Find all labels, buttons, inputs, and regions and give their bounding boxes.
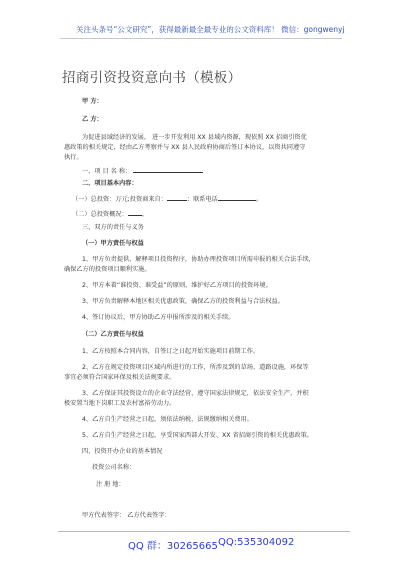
project-name-blank[interactable] [133, 166, 203, 173]
signature-line: 甲方代表签字： 乙方代表签字： [82, 512, 171, 519]
party-b-label: 乙 方： [82, 116, 103, 123]
party-a-item-1-line-1: 1、甲方负责提供、解释项目投资程序，协助办理投资项目所需申报的相关合法手续， [82, 256, 315, 263]
party-b-item-2-line-1: 2、乙方在规定投资项目区域内所进行的工作，所涉及到的草场、道路设施，环保等 [82, 364, 309, 371]
investor-origin-blank[interactable] [167, 194, 187, 201]
footer-qq: QQ:535304092 [218, 537, 295, 548]
investment-overview-line [72, 209, 148, 219]
party-a-duties-heading: （一）甲方责任与权益 [82, 240, 144, 247]
phone-label: ；联系电话 [186, 196, 218, 203]
top-banner [60, 24, 345, 39]
party-a-item-1-line-2: 确保乙方的投资项目顺利实施。 [64, 266, 151, 273]
company-name-label: 投资公司名称： [92, 464, 136, 471]
total-investment-label: （一）总投资： [72, 196, 116, 203]
section-3-heading: 三、双方的责任与义务 [82, 224, 144, 231]
intro-line-2: 惠政策的相关规定，经由乙方考察并与 XX 县人民政府协商后签订本协议，以资共同遵守 [64, 144, 306, 151]
party-b-item-3-line-2: 极安置当地下岗职工及农村富裕劳动力。 [64, 400, 176, 407]
investment-unit: 万元;投资商来自： [115, 196, 167, 203]
party-b-item-5: 5、乙方自生产经营之日起，享受国家西部大开发、XX 省招商引资的相关优惠政策。 [82, 432, 313, 439]
party-b-item-4: 4、乙方自生产经营之日起，须依法纳税、法规缴纳相关费用。 [82, 416, 253, 423]
document-title: 招商引资投资意向书（模板） [62, 70, 242, 86]
party-b-item-1: 1、乙方按照本合同内容，自签订之日起开始实施项目前期工作。 [82, 348, 260, 355]
party-a-item-4: 4、签订协议后，甲方协助乙方申报所涉及的相关手续。 [82, 314, 235, 321]
section-1-heading [82, 166, 203, 176]
total-investment-line [72, 194, 262, 204]
overview-period: 。 [141, 211, 148, 218]
party-a-label: 甲 方： [82, 98, 103, 105]
banner-text: 关注头条号“公文研究”，获得最新最全最专业的公文资料库！ 微信：gongwenyj [76, 25, 345, 34]
party-a-item-2: 2、甲方本着“谁投资、谁受益”的原则，维护好乙方项目的投资环境。 [82, 282, 272, 289]
party-b-item-2-line-2: 事宜必须符合国家环保及相关法规要求。 [64, 374, 176, 381]
party-b-item-3-line-1: 3、乙方保证其投资设立的企业守法经营，遵守国家法律规定，依法安全生产，并积 [82, 390, 309, 397]
registered-address-label: 注 册 地： [96, 481, 125, 488]
party-b-duties-heading: （二）乙方责任与权益 [82, 331, 144, 338]
section-2-heading: 二、项目基本内容： [82, 180, 138, 187]
section-1-label: 一、项 目 名 称： [82, 168, 132, 175]
intro-line-3: 执行。 [64, 154, 83, 161]
investment-overview-label: （二）总投资概况： [72, 211, 128, 218]
intro-line-1: 为促进县域经济的发展， 进一步开发利用 XX 县域内资源，现依照 XX 招商引资优 [82, 134, 307, 141]
party-a-item-3: 3、甲方负责解释本地区相关优惠政策，确保乙方的投资利益与合法权益。 [82, 298, 284, 305]
overview-blank[interactable] [128, 209, 142, 216]
period: 。 [255, 196, 263, 203]
footer-divider [58, 531, 350, 532]
phone-blank[interactable] [218, 194, 256, 201]
footer-qq-group: QQ 群：30265665 [128, 541, 218, 552]
section-4-heading: 四、投资开办企业的基本情况 [82, 448, 163, 455]
